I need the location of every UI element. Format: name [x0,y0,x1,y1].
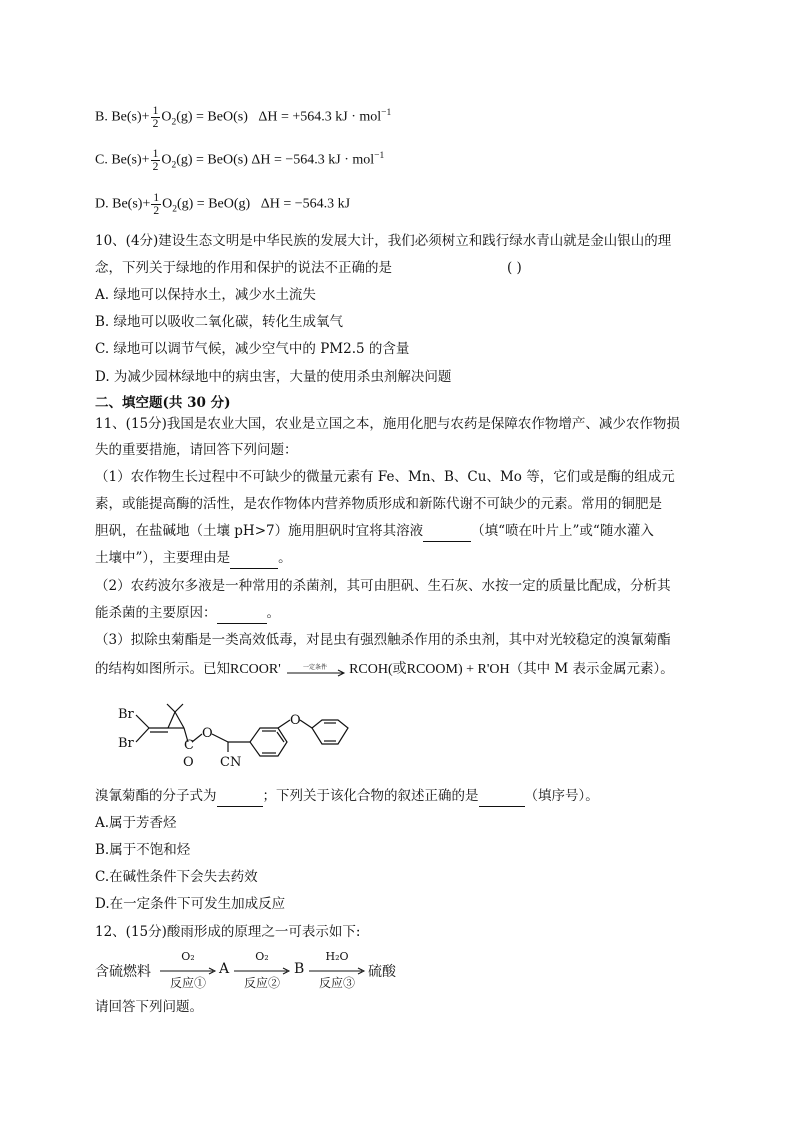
answer-blank[interactable] [217,603,267,624]
atom-label: Br [118,736,134,751]
text: 。 [266,605,280,621]
text: 能杀菌的主要原因： [95,605,217,621]
fraction-denominator: 2 [153,205,160,217]
intermediate-b: B [294,961,305,977]
option-label: D. [95,196,109,212]
q11-option-c: C.在碱性条件下会失去药效 [95,869,258,885]
text: ；下列关于该化合物的叙述正确的是 [262,788,479,804]
equation-text: (g) = BeO(s) [176,152,248,168]
fraction [151,105,161,130]
equation-text: O [161,152,172,168]
q11-part3-line3 [95,786,599,807]
formula-text: RCOH(或RCOOM) + R'OH [349,662,510,677]
scheme-start: 含硫燃料 [95,964,151,980]
q11-option-d: D.在一定条件下可发生加成反应 [95,896,286,912]
q12-ask: 请回答下列问题。 [95,999,203,1015]
q11-stem-line2: 失的重要措施，请回答下列问题： [95,442,298,458]
reaction-step-3 [308,948,366,992]
equation-text: O [161,109,172,125]
text: 。 [278,550,292,566]
subscript: 2 [171,117,177,128]
q10-option-a: A. 绿地可以保持水土，减少水土流失 [95,287,316,303]
atom-label: O [183,755,194,770]
intermediate-a: A [219,961,230,977]
q11-option-a: A.属于芳香烃 [95,815,177,831]
q11-part2-line1: （2）农药波尔多液是一种常用的杀菌剂，其可由胆矾、生石灰、水按一定的质量比配成，分析其 [95,578,671,594]
enthalpy-text: ΔH = −564.3 kJ · mol [251,152,375,168]
text: 胆矾，在盐碱地（土壤 pH>7）施用胆矾时宜将其溶液 [95,523,424,539]
enthalpy-text: ΔH = +564.3 kJ · mol [258,109,382,125]
q10-stem-text: 念，下列关于绿地的作用和保护的说法不正确的是 [95,260,392,276]
answer-parenthesis: ( ) [507,260,522,276]
atom-label: O [202,726,213,741]
fraction-denominator: 2 [152,117,159,130]
fraction-denominator: 2 [152,160,159,173]
arrow-icon [285,663,349,677]
answer-blank[interactable] [479,786,525,807]
option-9-d [95,192,350,220]
q11-part2-line2 [95,603,280,624]
answer-blank[interactable] [230,548,278,569]
reagent-label: O₂ [181,950,195,963]
atom-label: O [290,713,301,728]
reaction-label: 反应② [243,976,280,990]
fraction-numerator: 1 [153,192,160,204]
option-9-b [95,103,391,132]
q10-option-c: C. 绿地可以调节气候，减少空气中的 PM2.5 的含量 [95,341,410,357]
reaction-label: 反应① [169,976,206,990]
text: （填“喷在叶片上”或“随水灌入 [471,523,654,539]
structure-diagram [112,698,372,772]
q12-stem: 12、(15分)酸雨形成的原理之一可表示如下: [95,924,361,940]
reaction-arrow [285,663,349,677]
superscript: −1 [374,151,385,161]
fraction [151,192,161,217]
text: 溴氰菊酯的分子式为 [95,788,217,804]
text: 的结构如图所示。已知 [95,661,230,677]
reaction-label: 反应③ [318,976,355,990]
q11-part1-line3 [95,521,654,542]
deltamethrin-structure [112,698,372,772]
fraction-numerator: 1 [152,147,159,160]
reaction-step-2 [233,948,291,992]
equation-text: (g) = BeO(g) [176,196,251,212]
reagent-label: O₂ [255,950,269,963]
answer-blank[interactable] [217,786,263,807]
q10-option-d: D. 为减少园林绿地中的病虫害，大量的使用杀虫剂解决问题 [95,369,452,385]
option-9-c [95,146,384,175]
text: 土壤中”），主要理由是 [95,550,231,566]
q11-option-b: B.属于不饱和烃 [95,842,191,858]
reaction-step-1 [159,948,217,992]
scheme-end: 硫酸 [368,964,396,980]
reaction-scheme [95,948,435,992]
q11-part1-line4 [95,548,292,569]
section-title: 二、填空题(共 30 分) [95,395,231,411]
atom-label: CN [220,755,242,770]
reagent-label: H₂O [325,950,349,963]
q10-stem-line1: 10、(4分)建设生态文明是中华民族的发展大计，我们必须树立和践行绿水青山就是金山银山的理 [95,233,672,249]
subscript: 2 [171,160,177,171]
q10-stem-line2 [95,258,522,278]
q11-part3-line1: （3）拟除虫菊酯是一类高效低毒，对昆虫有强烈触杀作用的杀虫剂，其中对光较稳定的溴氰菊酯 [95,632,671,648]
q11-stem-line1: 11、(15分)我国是农业大国，农业是立国之本，施用化肥与农药是保障农作物增产、减少农作物损 [95,416,680,432]
equation-text: Be(s)+ [112,196,151,212]
equation-text: Be(s)+ [111,109,150,125]
reaction-condition: 一定条件 [303,663,328,671]
fraction [151,148,161,173]
text: （其中 M 表示金属元素）。 [509,661,674,677]
superscript: −1 [381,108,392,118]
q11-part3-line2 [95,659,674,680]
equation-text: (g) = BeO(s) [176,109,248,125]
subscript: 2 [172,204,177,215]
equation-text: O [162,196,173,212]
option-label: C. [95,152,108,168]
q11-part1-line2: 素，或能提高酶的活性，是农作物体内营养物质形成和新陈代谢不可缺少的元素。常用的铜肥是 [95,496,662,512]
atom-label: C [184,738,194,753]
enthalpy-text: ΔH = −564.3 kJ [260,196,351,212]
answer-blank[interactable] [423,521,471,542]
fraction-numerator: 1 [152,104,159,117]
formula-text: RCOOR' [230,662,281,677]
atom-label: Br [118,707,134,722]
q11-part1-line1: （1）农作物生长过程中不可缺少的微量元素有 Fe、Mn、B、Cu、Mo 等，它们或是酶的组成元 [95,469,675,485]
text: （填序号）。 [524,788,599,804]
equation-text: Be(s)+ [111,152,150,168]
q10-option-b: B. 绿地可以吸收二氧化碳，转化生成氧气 [95,314,344,330]
option-label: B. [95,109,108,125]
